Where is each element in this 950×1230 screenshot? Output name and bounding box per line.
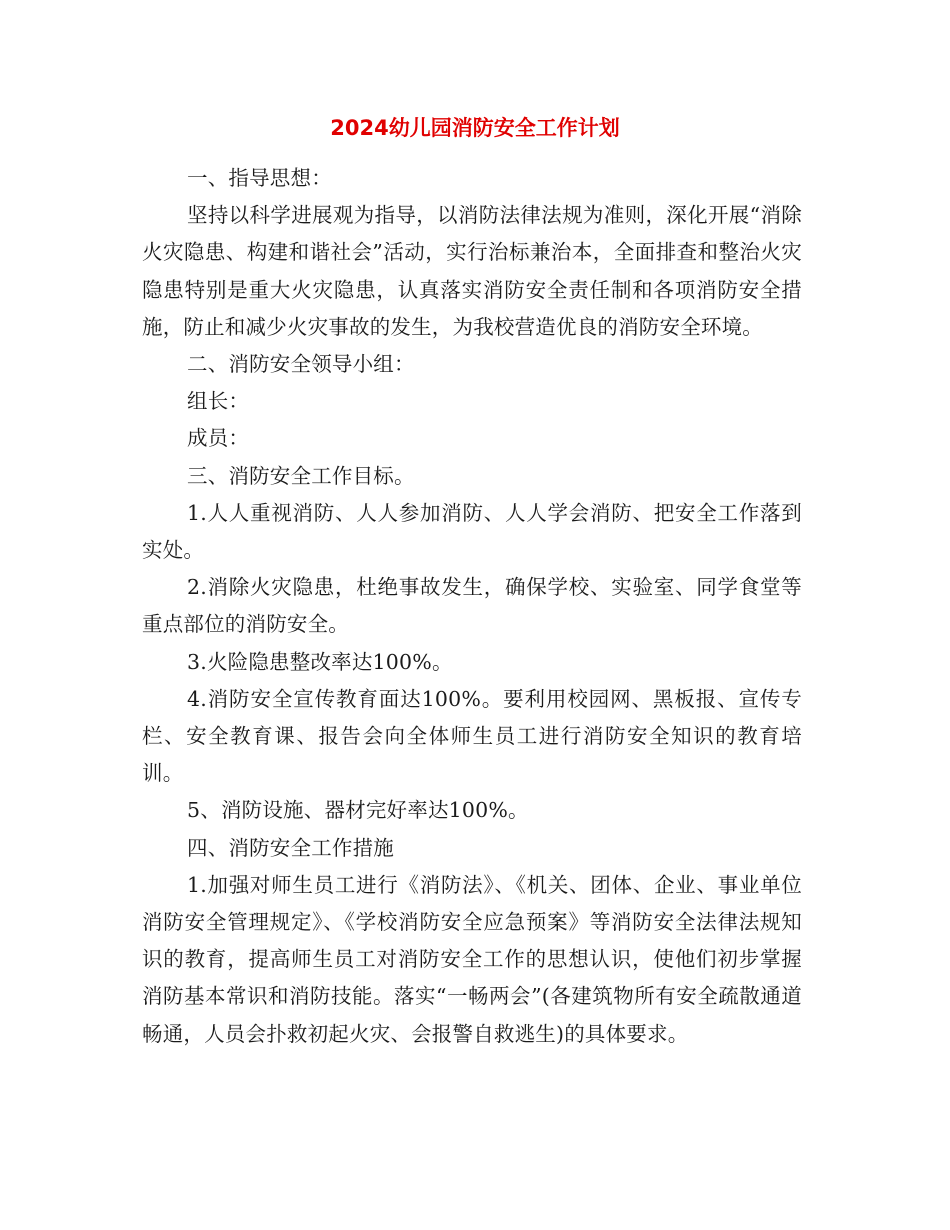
document-body: [142, 160, 802, 1053]
paragraph-heading-goals: 三、消防安全工作目标。: [187, 463, 415, 488]
paragraph-goal-1: 1.人人重视消防、人人参加消防、人人学会消防、把安全工作落到实处。: [142, 500, 802, 563]
paragraph-goal-5: 5、消防设施、器材完好率达100%。: [187, 798, 529, 823]
paragraph-heading-measures: 四、消防安全工作措施: [187, 835, 394, 860]
paragraph-measure-1: 1.加强对师生员工进行《消防法》、《机关、团体、企业、事业单位消防安全管理规定》、《学校消防安全应急预案》等消防安全法律法规知识的教育，提高师生员工对消防安全工作的思想认识，使他们初步掌握消防基本常识和消防技能。落实“一畅两会”(各建筑物所有安全疏散通道畅通，人员会扑救初起火灾、会报警自救逃生)的具体要求。: [142, 872, 802, 1046]
paragraph-group-leader: 组长：: [187, 389, 250, 414]
paragraph-heading-leadership-group: 二、消防安全领导小组：: [187, 352, 415, 377]
paragraph-heading-guiding-thought: 一、指导思想：: [187, 166, 332, 190]
document-title: 2024幼儿园消防安全工作计划: [330, 116, 620, 140]
paragraph-group-members: 成员：: [187, 426, 250, 451]
paragraph-goal-3: 3.火险隐患整改率达100%。: [187, 649, 453, 674]
paragraph-guiding-thought: 坚持以科学进展观为指导，以消防法律法规为准则，深化开展“消除火灾隐患、构建和谐社会”活动，实行治标兼治本，全面排查和整治火灾隐患特别是重大火灾隐患，认真落实消防安全责任制和各项消防安全措施，防止和减少火灾事故的发生，为我校营造优良的消防安全环境。: [142, 203, 802, 339]
paragraph-goal-4: 4.消防安全宣传教育面达100%。要利用校园网、黑板报、宣传专栏、安全教育课、报告会向全体师生员工进行消防安全知识的教育培训。: [142, 686, 802, 786]
paragraph-goal-2: 2.消除火灾隐患，杜绝事故发生，确保学校、实验室、同学食堂等重点部位的消防安全。: [142, 575, 802, 637]
